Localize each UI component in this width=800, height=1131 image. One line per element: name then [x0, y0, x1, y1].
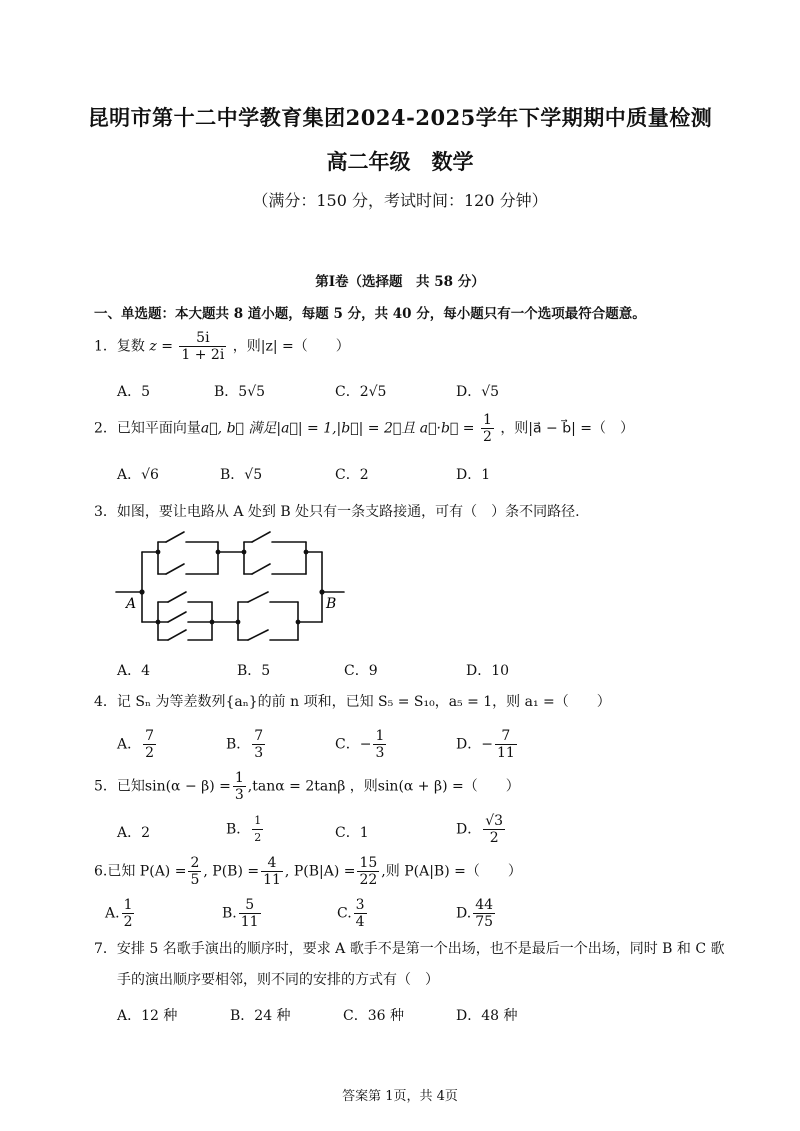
q4d-num: 7 [495, 728, 517, 745]
q6-f1-den: 5 [190, 872, 200, 888]
q4c-label: C． [335, 736, 360, 753]
q1-option-b: B．5√5 [214, 384, 266, 400]
part-heading: 第Ⅰ卷（选择题 共 58 分） [315, 274, 485, 290]
q6-f3-num: 15 [359, 855, 378, 871]
q6-f2-num: 4 [261, 855, 283, 872]
q6d-fraction [473, 897, 495, 930]
q7-option-a: A．12 种 [117, 1008, 178, 1024]
q6a-num: 1 [123, 897, 133, 913]
circuit-label-b: B [326, 596, 337, 612]
q5b-den: 2 [254, 831, 262, 844]
q4b-label: B． [226, 736, 251, 753]
q4-option-b [226, 728, 267, 761]
question-1 [94, 330, 350, 363]
q4c-den: 3 [375, 745, 385, 761]
q6-f3 [357, 855, 379, 888]
q1-num: 5i [179, 330, 226, 347]
q5d-label: D． [456, 821, 482, 838]
q4d-fraction [495, 728, 517, 761]
question-7-line-1: 7．安排 5 名歌手演出的顺序时，要求 A 歌手不是第一个出场，也不是最后一个出场，同时 B 和 C 歌 [94, 941, 725, 957]
question-6 [94, 855, 522, 888]
q4c-num: 1 [375, 728, 385, 744]
q2-fraction [481, 412, 494, 445]
q5-prefix: 5．已知sin(α − β) = [94, 778, 231, 795]
q7-option-b: B．24 种 [230, 1008, 291, 1024]
q6-f1-num: 2 [190, 855, 200, 871]
q6-f2-den: 11 [263, 872, 281, 888]
q5-fraction [233, 770, 246, 803]
q1-den: 1 + 2i [181, 347, 225, 363]
q6b-label: B. [222, 905, 237, 922]
q3-option-d: D．10 [466, 663, 510, 679]
q5-suffix: ,tanα = 2tanβ ，则sin(α + β) =（ ） [247, 778, 520, 795]
q2-mid: a⃗, b⃗ 满足|a⃗| = 1,|b⃗| = 2，且 a⃗·b⃗ = [200, 420, 475, 437]
q4b-den: 3 [254, 745, 264, 761]
q5d-den: 2 [489, 830, 499, 846]
question-4: 4．记 Sₙ 为等差数列{aₙ}的前 n 项和，已知 S₅ = S₁₀，a₅ = 1，则 a₁ =（ ） [94, 694, 611, 710]
q4d-sign: − [481, 736, 493, 753]
q5d-fraction [483, 813, 505, 846]
q4b-fraction [252, 728, 265, 761]
q6-p3: , P(B|A) = [284, 863, 356, 880]
q6-option-c [337, 897, 369, 930]
question-5 [94, 770, 520, 803]
q6a-label: A. [105, 905, 120, 922]
q2-option-c: C．2 [335, 467, 369, 483]
question-3: 3．如图，要让电路从 A 处到 B 处只有一条支路接通，可有（ ）条不同路径. [94, 504, 580, 520]
q6d-den: 75 [475, 914, 494, 930]
question-7-line-2: 手的演出顺序要相邻，则不同的安排的方式有（ ） [117, 972, 439, 988]
q2-prefix: 2．已知平面向量 [94, 420, 201, 437]
q7-option-d: D．48 种 [456, 1008, 518, 1024]
q4a-num: 7 [145, 728, 155, 744]
q6-option-a [105, 897, 136, 930]
q7-option-c: C．36 种 [343, 1008, 404, 1024]
exam-info: （满分：150 分，考试时间：120 分钟） [252, 191, 548, 210]
q4a-label: A． [117, 736, 142, 753]
q6-p1: 6.已知 P(A) = [94, 863, 187, 880]
q2-den: 2 [482, 429, 492, 445]
q5b-fraction [252, 813, 263, 846]
q4b-num: 7 [254, 728, 264, 744]
q4c-fraction [373, 728, 386, 761]
q4-option-a [117, 728, 158, 761]
q4d-den: 11 [496, 745, 515, 761]
q1-prefix: 1．复数 [94, 338, 145, 355]
q5-num: 1 [234, 770, 244, 786]
q2-suffix: ，则|a⃗ − b⃗| =（ ） [500, 420, 635, 437]
q5-option-a: A．2 [117, 825, 151, 841]
q5d-num: √3 [485, 813, 504, 829]
q5-den: 3 [234, 787, 244, 803]
q5b-label: B． [226, 821, 251, 838]
q1-fraction [179, 330, 226, 363]
q6b-num: 5 [239, 897, 261, 914]
q6d-label: D. [456, 905, 472, 922]
q2-option-d: D．1 [456, 467, 491, 483]
q6c-label: C. [337, 905, 352, 922]
circuit-diagram [112, 528, 347, 650]
q2-option-b: B．√5 [220, 467, 263, 483]
circuit-label-a: A [126, 596, 137, 612]
q5b-num: 1 [252, 813, 263, 830]
q3-option-a: A．4 [117, 663, 151, 679]
q6-f2 [261, 855, 283, 888]
q6-f1 [188, 855, 201, 888]
q6-p4: ,则 P(A|B) =（ ） [381, 863, 522, 880]
q6-p2: , P(B) = [203, 863, 260, 880]
exam-title: 昆明市第十二中学教育集团2024-2025学年下学期期中质量检测 [87, 105, 713, 130]
q1-option-c: C．2√5 [335, 384, 387, 400]
q6b-fraction [239, 897, 261, 930]
q2-num: 1 [482, 412, 492, 428]
page-footer: 答案第 1页，共 4页 [342, 1089, 458, 1104]
q4a-fraction [143, 728, 156, 761]
q5-option-b [226, 813, 265, 846]
q4-option-c [335, 728, 388, 761]
q6-option-d [456, 897, 497, 930]
q6a-den: 2 [123, 914, 133, 930]
q1-option-a: A．5 [117, 384, 151, 400]
q3-option-c: C．9 [344, 663, 378, 679]
q4a-den: 2 [145, 745, 155, 761]
q6-option-b [222, 897, 263, 930]
q2-option-a: A．√6 [117, 467, 159, 483]
q4d-label: D． [456, 736, 482, 753]
q6c-fraction [354, 897, 367, 930]
q3-option-b: B．5 [237, 663, 271, 679]
q1-var: z = [149, 338, 173, 355]
section-heading: 一、单选题：本大题共 8 道小题，每题 5 分，共 40 分，每小题只有一个选项最符合题意。 [94, 306, 646, 322]
q4c-sign: − [359, 736, 372, 753]
q1-suffix: ，则|z| =（ ） [232, 338, 350, 355]
q4-option-d [456, 728, 519, 761]
q6-f3-den: 22 [359, 872, 378, 888]
q6d-num: 44 [475, 897, 494, 913]
q1-option-d: D．√5 [456, 384, 500, 400]
q6b-den: 11 [240, 914, 259, 930]
q5-option-d [456, 813, 507, 846]
question-2 [94, 412, 634, 445]
q6c-num: 3 [355, 897, 365, 913]
q6c-den: 4 [355, 914, 365, 930]
q5-option-c: C．1 [335, 825, 369, 841]
q6a-fraction [122, 897, 135, 930]
exam-subtitle: 高二年级 数学 [326, 149, 474, 174]
